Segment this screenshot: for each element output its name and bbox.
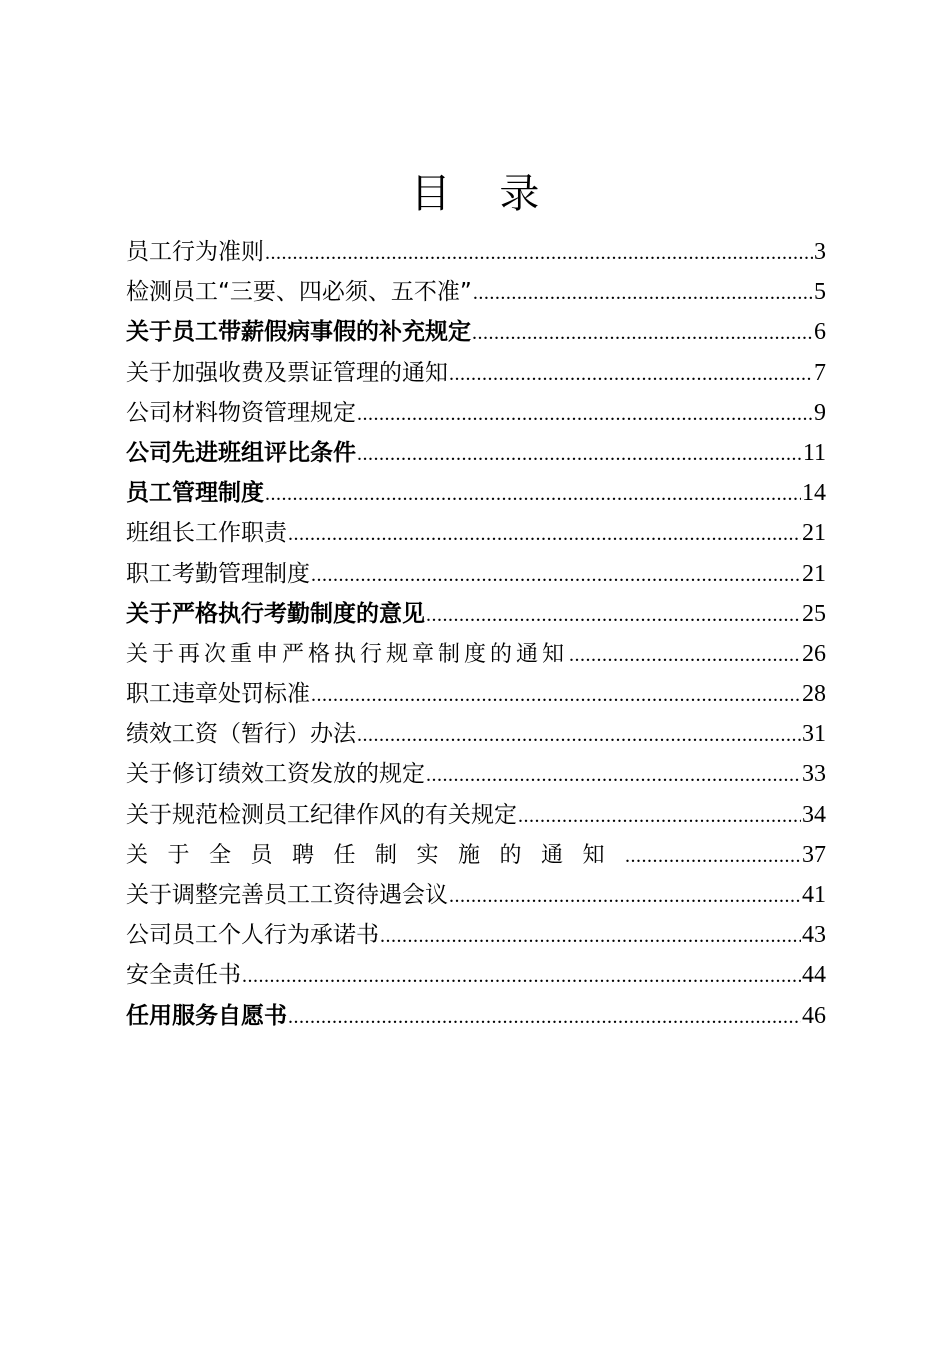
- toc-entry[interactable]: [126, 433, 826, 473]
- dot-leader: [518, 796, 801, 835]
- toc-entry-title: 关于全员聘任制实施的通知: [126, 842, 625, 868]
- table-of-contents: [126, 232, 826, 1036]
- dot-leader: [569, 635, 801, 674]
- toc-entry[interactable]: [126, 875, 826, 915]
- toc-entry[interactable]: [126, 272, 826, 312]
- toc-entry-title: 关于调整完善员工工资待遇会议: [126, 882, 448, 908]
- toc-page-number: 33: [802, 761, 826, 788]
- toc-entry-title: 员工行为准则: [126, 239, 264, 265]
- dot-leader: [380, 916, 801, 955]
- dot-leader: [265, 233, 813, 272]
- toc-page-number: 6: [814, 319, 826, 346]
- dot-leader: [449, 876, 801, 915]
- toc-entry[interactable]: [126, 594, 826, 634]
- toc-page-number: 43: [802, 922, 826, 949]
- toc-page-number: 11: [802, 439, 826, 466]
- toc-page-number: 31: [802, 721, 826, 748]
- toc-page-number: 26: [802, 640, 826, 667]
- toc-page-number: 41: [802, 882, 826, 908]
- toc-entry[interactable]: [126, 513, 826, 553]
- toc-page-number: 7: [814, 359, 826, 386]
- toc-page-number: 9: [814, 399, 826, 426]
- toc-entry-title: 班组长工作职责: [126, 520, 287, 547]
- dot-leader: [426, 595, 801, 634]
- toc-entry-title: 关于修订绩效工资发放的规定: [126, 761, 425, 788]
- toc-entry[interactable]: [126, 795, 826, 835]
- toc-entry-title: 员工管理制度: [126, 480, 264, 507]
- toc-page-number: 14: [802, 480, 826, 507]
- toc-entry[interactable]: [126, 232, 826, 272]
- toc-entry[interactable]: [126, 554, 826, 594]
- toc-entry[interactable]: [126, 634, 826, 674]
- toc-entry[interactable]: [126, 996, 826, 1036]
- toc-entry-title: 安全责任书: [126, 962, 241, 989]
- toc-page-number: 44: [802, 962, 826, 989]
- toc-entry[interactable]: [126, 955, 826, 995]
- toc-entry[interactable]: [126, 353, 826, 393]
- toc-entry-title: 职工违章处罚标准: [126, 681, 310, 708]
- toc-entry-title: 检测员工“三要、四必须、五不准”: [126, 279, 472, 306]
- dot-leader: [449, 354, 813, 393]
- dot-leader: [426, 755, 801, 794]
- dot-leader: [288, 997, 801, 1036]
- toc-entry[interactable]: [126, 754, 826, 794]
- toc-entry-title: 关于严格执行考勤制度的意见: [126, 600, 425, 627]
- toc-page-number: 5: [814, 279, 826, 306]
- toc-page-number: 3: [814, 239, 826, 265]
- toc-entry-title: 职工考勤管理制度: [126, 560, 310, 587]
- dot-leader: [288, 514, 801, 553]
- toc-entry[interactable]: [126, 473, 826, 513]
- toc-entry[interactable]: [126, 674, 826, 714]
- toc-entry[interactable]: [126, 714, 826, 754]
- toc-entry-title: 关于加强收费及票证管理的通知: [126, 359, 448, 386]
- toc-page-number: 21: [802, 560, 826, 587]
- dot-leader: [265, 474, 801, 513]
- toc-entry-title: 公司员工个人行为承诺书: [126, 922, 379, 949]
- toc-page-number: 21: [802, 520, 826, 547]
- toc-entry-title: 任用服务自愿书: [126, 1002, 287, 1029]
- toc-page-number: 25: [802, 600, 826, 627]
- dot-leader: [357, 394, 813, 433]
- toc-entry[interactable]: [126, 312, 826, 352]
- toc-entry[interactable]: [126, 835, 826, 875]
- dot-leader: [625, 836, 801, 875]
- dot-leader: [242, 956, 801, 995]
- toc-entry-title: 公司先进班组评比条件: [126, 439, 356, 466]
- toc-entry[interactable]: [126, 915, 826, 955]
- toc-entry-title: 公司材料物资管理规定: [126, 399, 356, 426]
- toc-entry-title: 关于规范检测员工纪律作风的有关规定: [126, 801, 517, 828]
- toc-entry-title: 关于员工带薪假病事假的补充规定: [126, 319, 471, 346]
- dot-leader: [472, 313, 813, 352]
- toc-entry-title: 绩效工资（暂行）办法: [126, 721, 356, 748]
- toc-page-number: 46: [802, 1002, 826, 1029]
- toc-entry-title: 关于再次重申严格执行规章制度的通知: [126, 641, 569, 667]
- dot-leader: [311, 555, 801, 594]
- toc-page-number: 34: [802, 801, 826, 828]
- page-title: 目 录: [410, 171, 558, 217]
- dot-leader: [357, 715, 801, 754]
- dot-leader: [311, 675, 801, 714]
- toc-page-number: 37: [802, 841, 826, 868]
- dot-leader: [357, 434, 802, 473]
- toc-page-number: 28: [802, 681, 826, 708]
- dot-leader: [473, 273, 813, 312]
- toc-entry[interactable]: [126, 393, 826, 433]
